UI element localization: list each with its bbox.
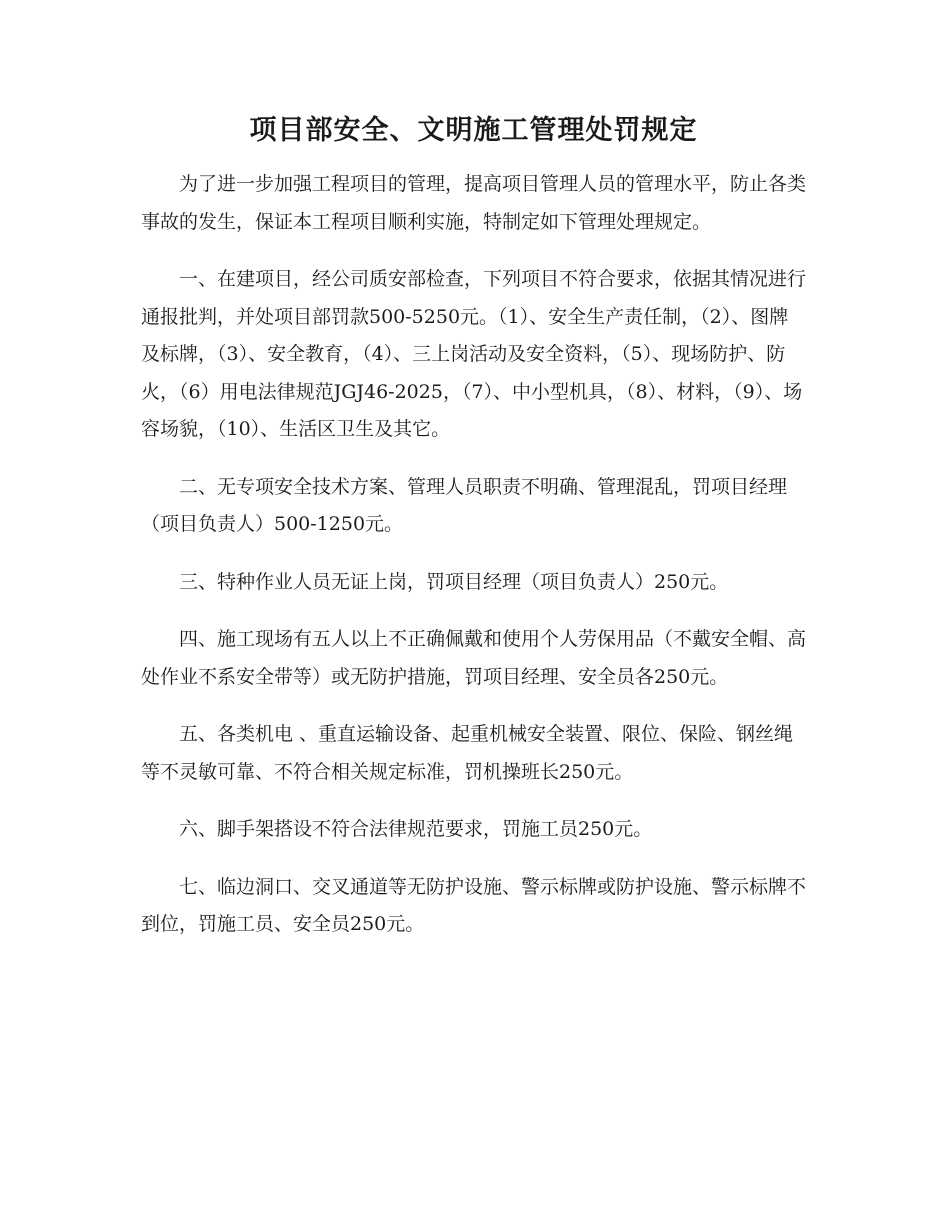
document-title: 项目部安全、文明施工管理处罚规定: [249, 115, 698, 146]
clause-2: 二、无专项安全技术方案、管理人员职责不明确、管理混乱，罚项目经理（项目负责人）500-1250元。: [141, 475, 788, 535]
clause-7: 七、临边洞口、交叉通道等无防护设施、警示标牌或防护设施、警示标牌不到位，罚施工员、安全员250元。: [141, 875, 807, 935]
clause-1: 一、在建项目，经公司质安部检查，下列项目不符合要求，依据其情况进行通报批判，并处项目部罚款500-5250元。（1）、安全生产责任制，（2）、图牌及标牌，（3）、安全教育，（4）、三上岗活动及安全资料，（5）、现场防护、防火，（6）用电法律规范JGJ46-2025，（7）、中小型机具，（8）、材料，（9）、场容场貌，（10）、生活区卫生及其它。: [141, 268, 807, 440]
clause-5: 五、各类机电 、重直运输设备、起重机械安全装置、限位、保险、钢丝绳等不灵敏可靠、不符合相关规定标准，罚机操班长250元。: [141, 723, 794, 783]
clause-4: 四、施工现场有五人以上不正确佩戴和使用个人劳保用品（不戴安全帽、高处作业不系安全带等）或无防护措施，罚项目经理、安全员各250元。: [141, 628, 807, 688]
intro-paragraph: 为了进一步加强工程项目的管理，提高项目管理人员的管理水平，防止各类事故的发生，保证本工程项目顺利实施，特制定如下管理处理规定。: [141, 173, 807, 233]
document-page: [141, 108, 806, 944]
clause-3: 三、特种作业人员无证上岗，罚项目经理（项目负责人）250元。: [179, 570, 729, 593]
clause-6: 六、脚手架搭设不符合法律规范要求，罚施工员250元。: [179, 818, 653, 840]
